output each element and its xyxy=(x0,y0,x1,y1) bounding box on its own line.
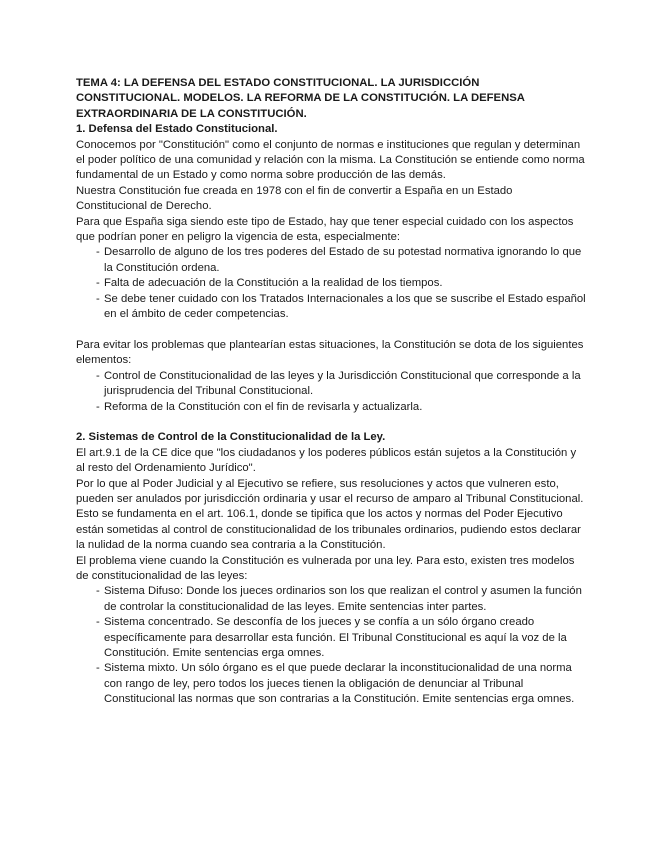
section-1-elements-list xyxy=(76,369,586,415)
section-1-paragraph-1: Conocemos por "Constitución" como el conjunto de normas e instituciones que regulan y determinan el poder político de una comunidad y relación con la misma. La Constitución se entiende como norma fundamental de un Estado y como norma sobre producción de las demás. xyxy=(76,138,585,182)
dash-bullet: - xyxy=(96,369,100,382)
list-item xyxy=(76,369,586,400)
document-body xyxy=(76,76,586,708)
section-1-paragraph-2: Nuestra Constitución fue creada en 1978 con el fin de convertir a España en un Estado Constitucional de Derecho. xyxy=(76,184,513,213)
list-item-text: Reforma de la Constitución con el fin de revisarla y actualizarla. xyxy=(104,400,423,413)
list-item xyxy=(76,615,586,661)
section-2-paragraph-3: El problema viene cuando la Constitución es vulnerada por una ley. Para esto, existen tres modelos de constitucionalidad de las leyes: xyxy=(76,554,575,582)
list-item xyxy=(76,661,586,707)
dash-bullet: - xyxy=(96,585,100,598)
list-item xyxy=(76,584,586,615)
section-2-models-list xyxy=(76,584,586,707)
document-title: TEMA 4: LA DEFENSA DEL ESTADO CONSTITUCIONAL. LA JURISDICCIÓN CONSTITUCIONAL. MODELOS. LA REFORMA DE LA CONSTITUCIÓN. LA DEFENSA EXTRAORDINARIA DE LA CONSTITUCIÓN. xyxy=(76,77,525,120)
list-item xyxy=(76,245,586,276)
list-item-text: Falta de adecuación de la Constitución a la realidad de los tiempos. xyxy=(104,277,443,290)
dash-bullet: - xyxy=(96,616,100,629)
section-2-heading: 2. Sistemas de Control de la Constitucionalidad de la Ley. xyxy=(76,431,386,444)
list-item xyxy=(76,276,586,291)
list-item xyxy=(76,292,586,323)
section-1-paragraph-3: Para que España siga siendo este tipo de Estado, hay que tener especial cuidado con los aspectos que podrían poner en peligro la vigencia de esta, especialmente: xyxy=(76,215,574,244)
dash-bullet: - xyxy=(96,246,100,259)
dash-bullet: - xyxy=(96,662,100,675)
list-item-text: Sistema Difuso: Donde los jueces ordinarios son los que realizan el control y asumen la función de controlar la constitucionalidad de las leyes. Emite sentencias inter partes. xyxy=(104,585,582,613)
paragraph-spacer xyxy=(76,415,586,430)
section-1-paragraph-4: Para evitar los problemas que plantearían estas situaciones, la Constitución se dota de los siguientes elementos: xyxy=(76,338,584,367)
section-2-paragraph-1: El art.9.1 de la CE dice que "los ciudadanos y los poderes públicos están sujetos a la Constitución y al resto del Ordenamiento Jurídico". xyxy=(76,446,577,475)
paragraph-spacer xyxy=(76,323,586,338)
list-item-text: Sistema mixto. Un sólo órgano es el que puede declarar la inconstitucionalidad de una norma con rango de ley, pero todos los jueces tienen la obligación de denunciar al Tribunal Constitucional las normas que son contrarias a la Constitución. Emite sentencias erga omnes. xyxy=(104,662,575,706)
dash-bullet: - xyxy=(96,277,100,290)
list-item-text: Control de Constitucionalidad de las leyes y la Jurisdicción Constitucional que corresponde a la jurisprudencia del Tribunal Constitucional. xyxy=(104,369,581,398)
list-item xyxy=(76,400,586,415)
section-2-paragraph-2: Por lo que al Poder Judicial y al Ejecutivo se refiere, sus resoluciones y actos que vulneren esto, pueden ser anulados por jurisdicción ordinaria y usar el recurso de amparo al Tribunal Constitucional. Esto se fundamenta en el art. 106.1, donde se tipifica que los actos y normas del Poder Ejecutivo están sometidas al control de constitucionalidad de los tribunales ordinarios, pudiendo estos declarar la nulidad de la norma cuando sea contraria a la Constitución. xyxy=(76,477,584,552)
list-item-text: Se debe tener cuidado con los Tratados Internacionales a los que se suscribe el Estado español en el ámbito de ceder competencias. xyxy=(104,292,586,321)
dash-bullet: - xyxy=(96,400,100,413)
list-item-text: Desarrollo de alguno de los tres poderes del Estado de su potestad normativa ignorando lo que la Constitución ordena. xyxy=(104,246,582,274)
list-item-text: Sistema concentrado. Se desconfía de los jueces y se confía a un sólo órgano creado específicamente para desarrollar esta función. El Tribunal Constitucional es aquí la voz de la Constitución. Emite sentencias erga omnes. xyxy=(104,616,567,659)
section-1-risk-list xyxy=(76,245,586,322)
dash-bullet: - xyxy=(96,292,100,305)
section-1-heading: 1. Defensa del Estado Constitucional. xyxy=(76,123,278,136)
